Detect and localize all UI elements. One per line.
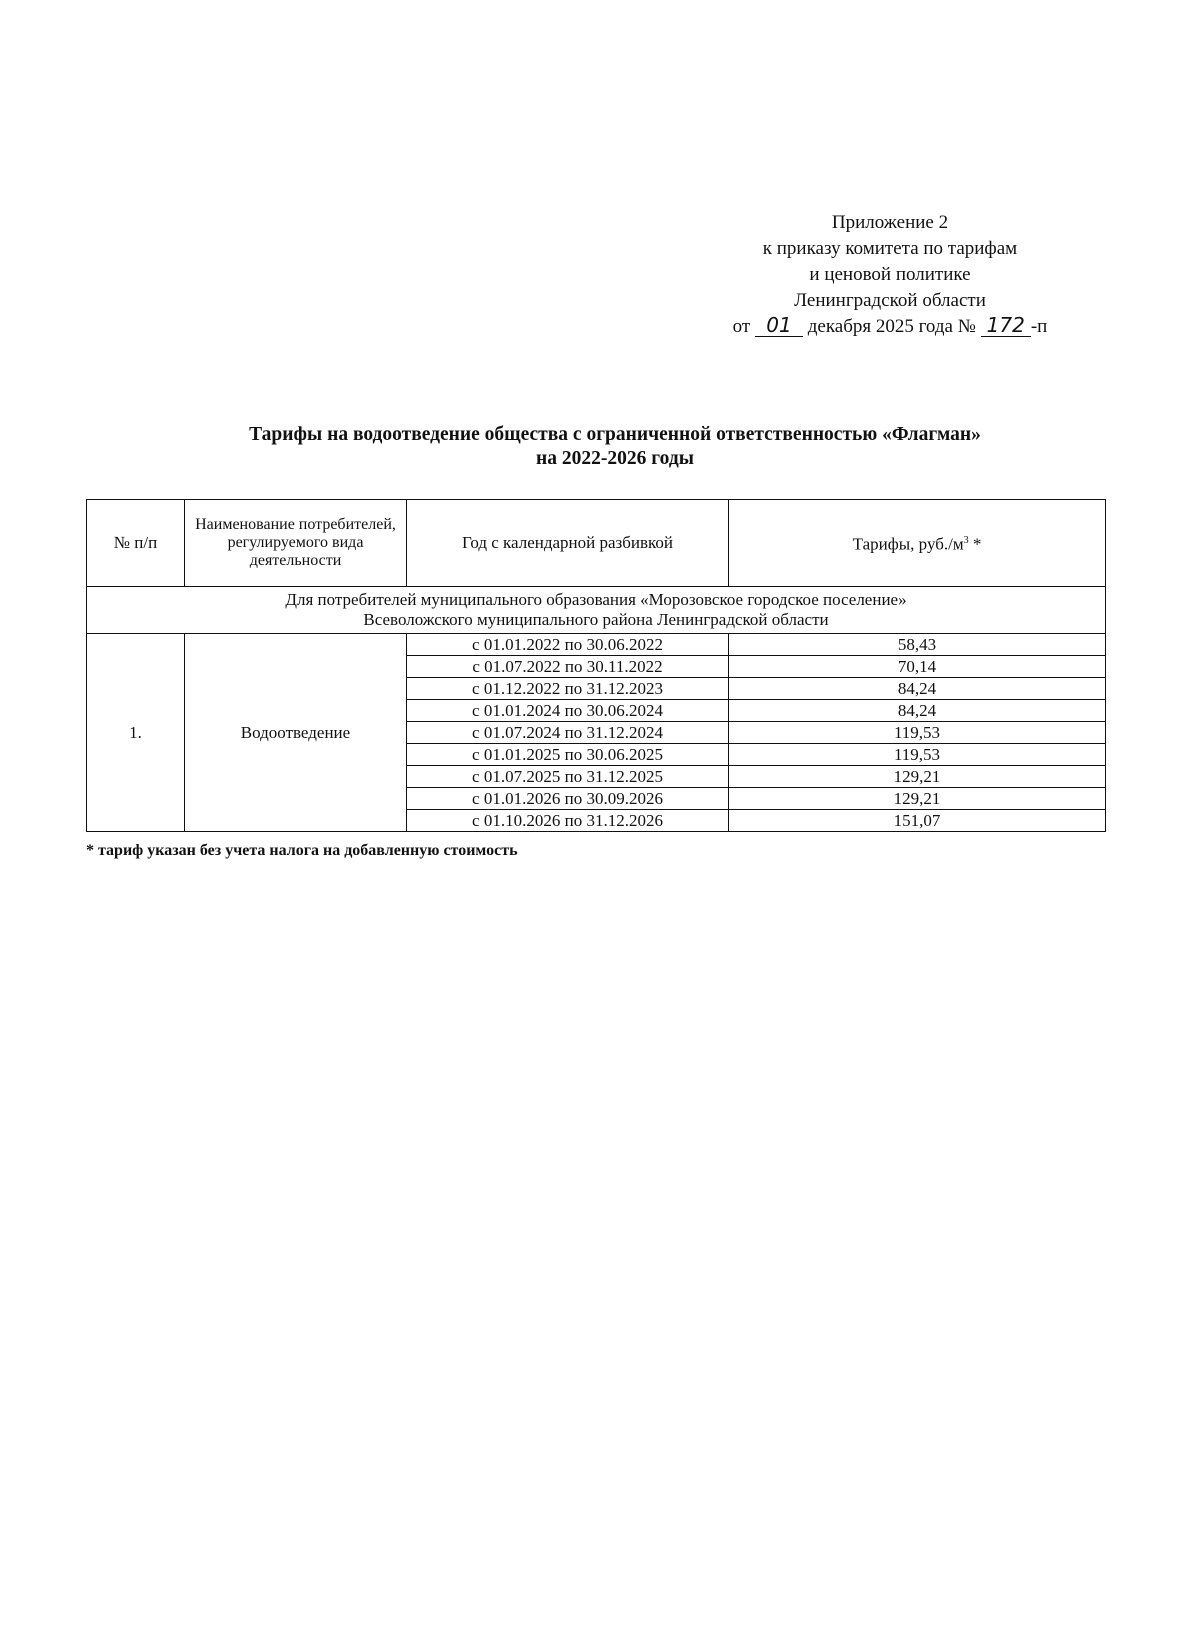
handwritten-day: 01 <box>755 314 803 337</box>
tariff-cell: 70,14 <box>729 656 1106 678</box>
header-tariff-label: Тарифы, руб./м <box>852 534 964 554</box>
title-line: на 2022-2026 годы <box>536 448 694 469</box>
header-tariff-mark: * <box>972 534 982 554</box>
tariff-cell: 58,43 <box>729 634 1106 656</box>
tariff-cell: 84,24 <box>729 700 1106 722</box>
item-name: Водоотведение <box>185 634 407 832</box>
item-number: 1. <box>87 634 185 832</box>
group-row <box>87 587 1106 634</box>
date-middle: декабря 2025 года № <box>807 316 976 337</box>
header-name: Наименование потребителей, регулируемого вида деятельности <box>185 500 407 587</box>
date-prefix: от <box>732 316 751 337</box>
title-line: Тарифы на водоотведение общества с ограниченной ответственностью «Флагман» <box>249 424 981 445</box>
tariff-cell: 129,21 <box>729 766 1106 788</box>
tariff-cell: 151,07 <box>729 810 1106 832</box>
period-cell: с 01.10.2026 по 31.12.2026 <box>407 810 729 832</box>
document-title <box>90 423 1140 471</box>
tariff-cell: 84,24 <box>729 678 1106 700</box>
appendix-line: Ленинградской области <box>794 290 986 311</box>
period-cell: с 01.12.2022 по 31.12.2023 <box>407 678 729 700</box>
period-cell: с 01.01.2022 по 30.06.2022 <box>407 634 729 656</box>
appendix-line: и ценовой политике <box>809 264 971 285</box>
header-tariff <box>729 500 1106 587</box>
tariff-cell: 129,21 <box>729 788 1106 810</box>
footnote: * тариф указан без учета налога на добавленную стоимость <box>86 842 518 859</box>
group-cell <box>87 587 1106 634</box>
handwritten-number: 172 <box>981 314 1031 337</box>
period-cell: с 01.07.2022 по 30.11.2022 <box>407 656 729 678</box>
tariff-table <box>86 499 1106 832</box>
appendix-header <box>700 210 1080 340</box>
table-header-row <box>87 500 1106 587</box>
number-suffix: -п <box>1030 316 1048 337</box>
period-cell: с 01.01.2024 по 30.06.2024 <box>407 700 729 722</box>
tariff-cell: 119,53 <box>729 744 1106 766</box>
period-cell: с 01.07.2025 по 31.12.2025 <box>407 766 729 788</box>
group-line: Всеволожского муниципального района Ленинградской области <box>363 610 829 629</box>
appendix-line: Приложение 2 <box>831 212 949 233</box>
table-row <box>87 634 1106 656</box>
appendix-date-line <box>700 314 1080 340</box>
period-cell: с 01.01.2025 по 30.06.2025 <box>407 744 729 766</box>
tariff-cell: 119,53 <box>729 722 1106 744</box>
header-tariff-sup: 3 <box>963 535 969 547</box>
group-line: Для потребителей муниципального образования «Морозовское городское поселение» <box>285 590 907 609</box>
header-num: № п/п <box>87 500 185 587</box>
appendix-line: к приказу комитета по тарифам <box>762 238 1018 259</box>
period-cell: с 01.01.2026 по 30.09.2026 <box>407 788 729 810</box>
period-cell: с 01.07.2024 по 31.12.2024 <box>407 722 729 744</box>
header-year: Год с календарной разбивкой <box>407 500 729 587</box>
